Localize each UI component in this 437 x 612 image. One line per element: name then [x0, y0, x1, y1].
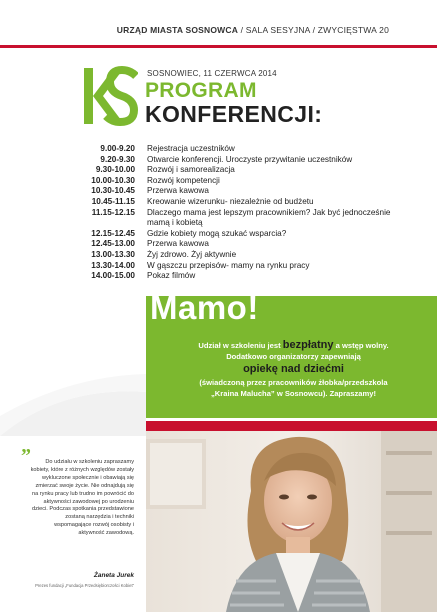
- agenda-item: Rejestracja uczestników: [147, 144, 235, 153]
- agenda-item: Żyj zdrowo. Żyj aktywnie: [147, 249, 237, 259]
- agenda-list: [60, 144, 400, 282]
- header-venue: [117, 25, 389, 35]
- decorative-swoosh: [0, 296, 146, 436]
- agenda-time: 12.45-13.00: [91, 239, 135, 249]
- agenda-item: Przerwa kawowa: [147, 186, 209, 196]
- callout-line2: Dodatkowo organizatorzy zapewniają: [226, 352, 361, 361]
- agenda-item: Gdzie kobiety mogą szukać wsparcia?: [147, 228, 287, 238]
- agenda-item: Pokaz filmów: [147, 271, 196, 281]
- callout-line1b: a wstęp wolny.: [333, 341, 389, 350]
- quote-author: Żaneta Jurek: [93, 572, 134, 579]
- agenda-row: [60, 165, 400, 176]
- agenda-time: 14.00-15.00: [91, 271, 135, 281]
- callout-text: [150, 340, 437, 399]
- agenda-time: 13.00-13.30: [91, 249, 135, 259]
- callout-free: bezpłatny: [282, 339, 334, 351]
- quote-text: Do udziału w szkoleniu zapraszamy kobiety, które z różnych względów zostały wykluczone społecznie i obawiają się zmierzać swoje życie. Nie odnajdują się na rynku pracy lub trudno im powrócić do aktywności zawodowej po urodzeniu dzieci. Podczas spotkania przedstawione zostaną narzędzia i techniki wspomagające rozwój osobisty i aktywność zawodową.: [30, 459, 134, 537]
- callout-headline: Mamo!: [150, 289, 259, 326]
- agenda-item: Otwarcie konferencji. Uroczyste przywitanie uczestników: [147, 154, 353, 164]
- agenda-row: [60, 155, 400, 166]
- agenda-item: Rozwój i samorealizacja: [147, 165, 235, 175]
- agenda-row: [60, 229, 400, 240]
- header-org: URZĄD MIASTA SOSNOWCA: [116, 25, 239, 35]
- ks-logo: [82, 66, 138, 126]
- agenda-time: 12.15-12.45: [91, 228, 135, 238]
- title-program: PROGRAM: [145, 79, 257, 102]
- header: [0, 0, 437, 44]
- quote-role: Prezes fundacji „Fundacja Przedsiębiorczości Kobiet”: [35, 583, 134, 588]
- agenda-row: [60, 250, 400, 261]
- callout-line1a: Udział w szkoleniu jest: [198, 341, 283, 350]
- event-date: SOSNOWIEC, 11 CZERWCA 2014: [147, 69, 277, 78]
- header-red-rule: [0, 45, 437, 48]
- agenda-item: Kreowanie wizerunku- niezależnie od budżetu: [147, 196, 314, 206]
- agenda-time: 13.30-14.00: [91, 260, 135, 270]
- woman-photo: [146, 431, 437, 612]
- agenda-row: [60, 239, 400, 250]
- agenda-row: [60, 144, 400, 155]
- agenda-item: Dlaczego mama jest lepszym pracownikiem? Jak być jednocześnie mamą i kobietą: [147, 207, 391, 228]
- callout-childcare: opiekę nad dziećmi: [243, 363, 344, 375]
- agenda-time: 10.30-10.45: [91, 186, 135, 196]
- header-location: / SALA SESYJNA / ZWYCIĘSTWA 20: [238, 25, 389, 35]
- callout-line5: „Kraina Malucha” w Sosnowcu). Zapraszamy!: [211, 389, 376, 398]
- agenda-time: 10.00-10.30: [91, 175, 135, 185]
- agenda-time: 9.20-9.30: [100, 154, 135, 164]
- agenda-row: [60, 186, 400, 197]
- photo-red-bar: [146, 421, 437, 431]
- agenda-row: [60, 176, 400, 187]
- quote-mark: ”: [21, 445, 31, 467]
- agenda-row: [60, 208, 400, 229]
- agenda-row: [60, 271, 400, 282]
- agenda-time: 9.30-10.00: [95, 165, 135, 175]
- agenda-time: 9.00-9.20: [100, 144, 135, 153]
- agenda-row: [60, 261, 400, 272]
- agenda-time: 10.45-11.15: [91, 196, 135, 206]
- callout-line4: (świadczoną przez pracowników żłobka/przedszkola: [199, 378, 388, 387]
- agenda-item: Rozwój kompetencji: [147, 175, 220, 185]
- title-konferencji: KONFERENCJI:: [145, 101, 323, 127]
- agenda-item: W gąszczu przepisów- mamy na rynku pracy: [147, 260, 310, 270]
- agenda-row: [60, 197, 400, 208]
- agenda-item: Przerwa kawowa: [147, 239, 209, 249]
- agenda-time: 11.15-12.15: [91, 207, 135, 217]
